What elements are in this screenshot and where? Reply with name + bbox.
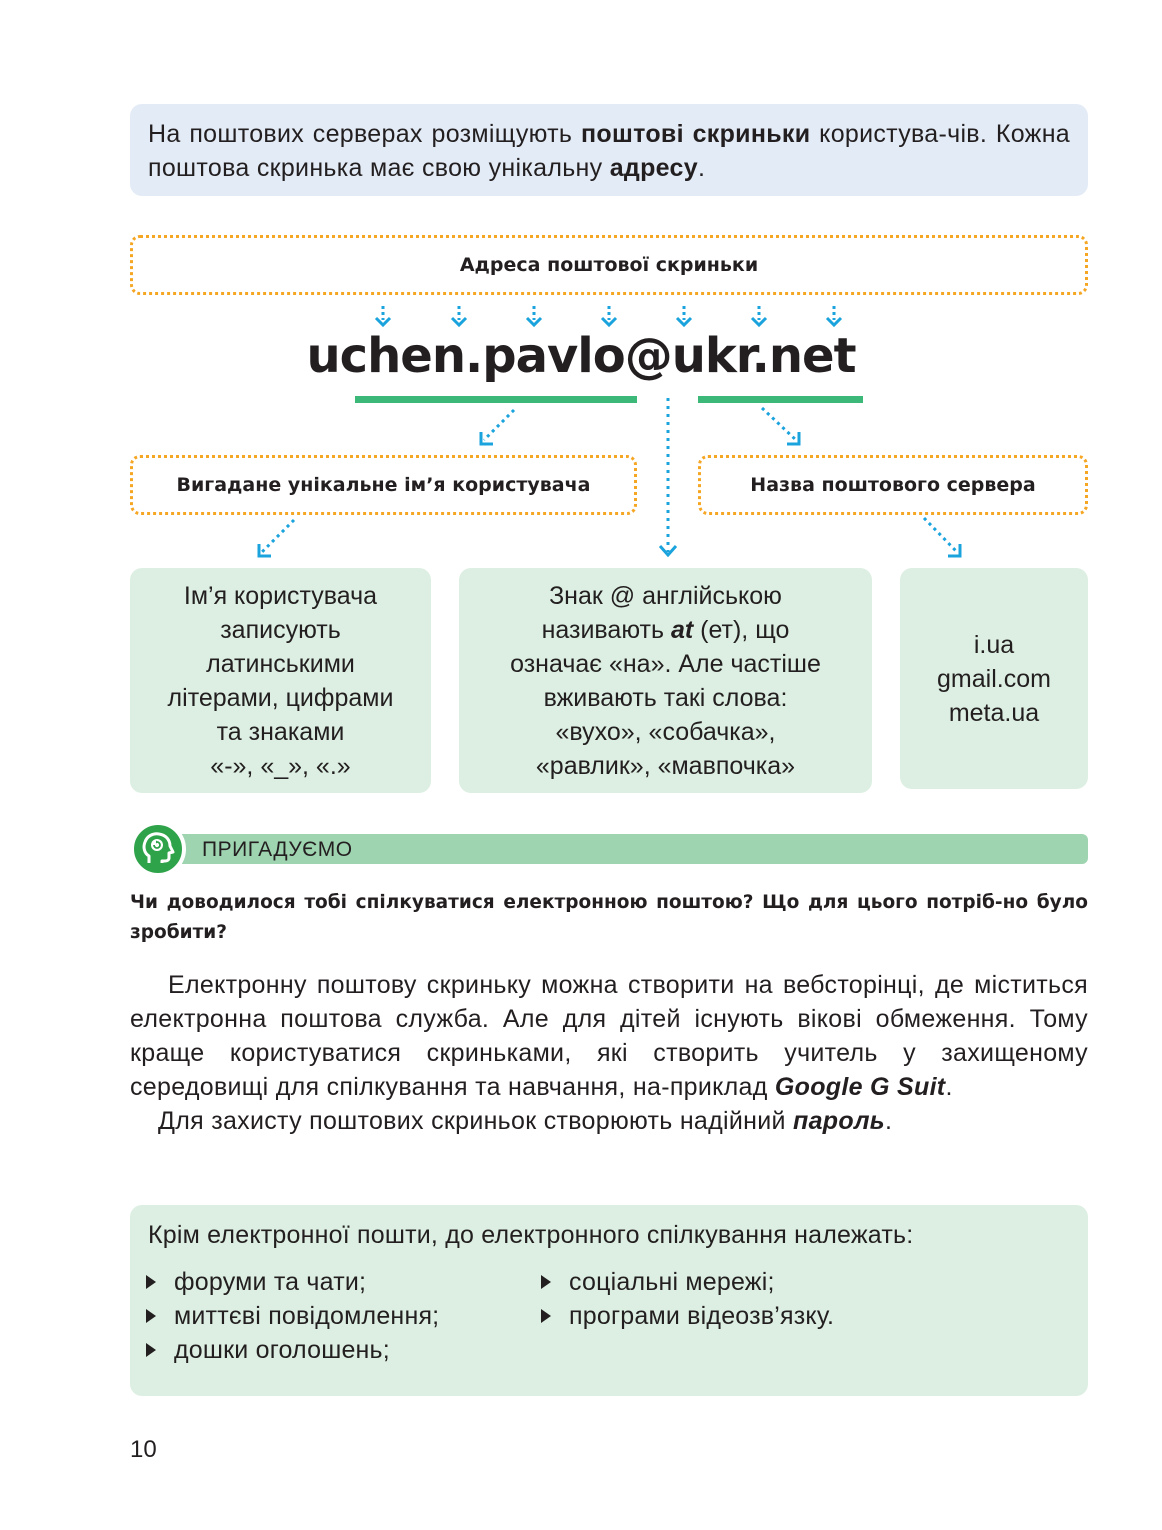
head-refresh-icon [130, 821, 186, 877]
username-label: Вигадане унікальне ім’я користувача [176, 474, 591, 496]
username-info-box: Ім’я користувача записують латинськими літерами, цифрами та знаками «-», «_», «.» [130, 568, 431, 793]
server-examples-box: i.ua gmail.com meta.ua [900, 568, 1088, 789]
term-password: пароль [793, 1107, 885, 1135]
down-arrow-icon [827, 306, 841, 325]
address-label: Адреса поштової скриньки [459, 254, 759, 276]
list-title: Крім електронної пошти, до електронного спілкування належать: [148, 1221, 914, 1249]
arrow-to-username-icon [481, 410, 514, 444]
arrow-to-box3-icon [924, 518, 960, 556]
down-arrow-icon [677, 306, 691, 325]
list-item: соціальні мережі; [541, 1265, 775, 1299]
term-mailboxes: поштові скриньки [581, 120, 811, 148]
down-arrow-icon [752, 306, 766, 325]
term-google-g-suit: Google G Suit [774, 1073, 946, 1101]
remember-question: Чи доводилося тобі спілкуватися електронною поштою? Що для цього потріб-но було зробити? [130, 892, 1088, 943]
arrow-at-sign-icon [660, 398, 676, 555]
page-number: 10 [130, 1436, 157, 1463]
list-item: миттєві повідомлення; [146, 1299, 439, 1333]
at-sign-info-box: Знак @ англійською називають at (ет), що означає «на». Але частіше вживають такі слова: «вухо», «собачка», «равлик», «мавпочка» [459, 568, 872, 793]
body-text [130, 968, 1088, 1138]
down-arrow-icon [527, 306, 541, 325]
bullet-triangle-icon [541, 1309, 551, 1323]
body-paragraph: Для захисту поштових скриньок створюють надійний пароль. [158, 1107, 893, 1135]
username-label-box [130, 455, 637, 515]
down-arrow-icon [376, 306, 390, 325]
remember-label: ПРИГАДУЄМО [202, 838, 353, 861]
down-arrow-icons [376, 306, 841, 325]
bullet-triangle-icon [146, 1275, 156, 1289]
bullet-triangle-icon [541, 1275, 551, 1289]
arrow-to-box1-icon [259, 520, 294, 556]
server-underline [698, 396, 863, 403]
list-item: форуми та чати; [146, 1265, 366, 1299]
intro-definition: На поштових серверах розміщують поштові скриньки користува-чів. Кожна поштова скринька має свою унікальну адресу. [130, 104, 1088, 196]
term-address: адресу [609, 154, 698, 182]
body-paragraph: Електронну поштову скриньку можна створити на вебсторінці, де міститься електронна поштова служба. Але для дітей існують вікові обмеження. Тому краще користуватися скриньками, які створить учитель у захищеному середовищі для спілкування та навчання, на-приклад Google G Suit. [130, 971, 1088, 1101]
bullet-triangle-icon [146, 1343, 156, 1357]
bullet-triangle-icon [146, 1309, 156, 1323]
down-arrow-icon [452, 306, 466, 325]
list-item: програми відеозв’язку. [541, 1299, 834, 1333]
email-example: uchen.pavlo@ukr.net [306, 328, 856, 384]
arrow-to-server-icon [762, 408, 799, 444]
server-label-box [698, 455, 1088, 515]
down-arrow-icon [602, 306, 616, 325]
at-term: at [670, 615, 694, 644]
server-label: Назва поштового сервера [750, 474, 1036, 496]
list-item: дошки оголошень; [146, 1333, 390, 1367]
username-underline [355, 396, 637, 403]
